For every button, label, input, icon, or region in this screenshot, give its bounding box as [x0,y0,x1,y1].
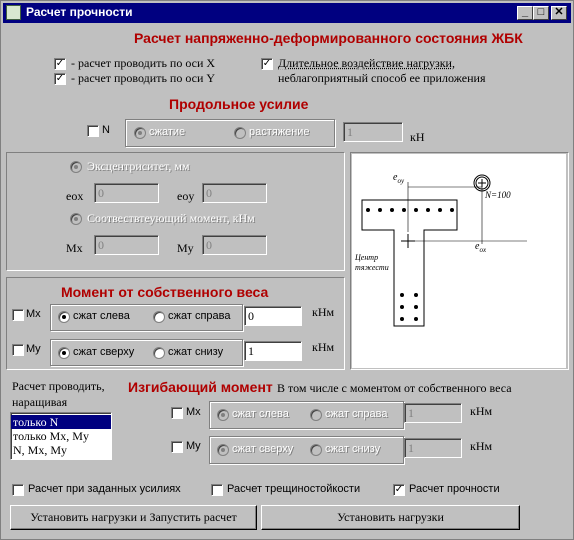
bend-left-label: сжат слева [232,408,289,420]
tension-radio[interactable] [234,127,246,139]
eox-input[interactable]: 0 [94,183,159,203]
calc-by-label: Расчет проводить, [12,379,105,393]
self-bottom-label: сжат снизу [168,346,224,358]
app-icon [6,5,21,20]
eccentricity-label: Эксцентриситет, мм [87,159,190,173]
eoy-label: eoy [177,189,195,203]
set-and-run-button[interactable]: Установить нагрузки и Запустить расчет [10,505,257,530]
my-input[interactable]: 0 [202,235,267,255]
bend-mx-input[interactable]: 1 [404,403,462,423]
diagram-center-label: Центр [355,253,379,262]
moment-radio[interactable] [70,213,82,225]
axis-x-checkbox[interactable]: ✓ [55,58,65,69]
long-load-checkbox[interactable]: ✓ [262,58,272,69]
bend-my-checkbox[interactable] [171,441,183,453]
calc-by-label-2: наращивая [12,395,68,409]
compression-label: сжатие [149,126,186,138]
crack-checkbox[interactable] [211,484,223,496]
minimize-button[interactable]: _ [517,6,533,20]
self-right-label: сжат справа [168,310,231,322]
self-weight-title: Момент от собственного веса [61,284,269,300]
eoy-input[interactable]: 0 [202,183,267,203]
bending-subtitle: В том числе с моментом от собственного веса [277,381,512,395]
axis-y-label: - расчет проводить по оси Y [71,71,216,85]
bend-mx-label: Mx [186,406,201,418]
bend-left-radio[interactable] [217,409,229,421]
title-bar [3,3,571,23]
list-item[interactable]: только N [11,415,111,429]
diagram-n-label: N=100 [485,190,511,200]
bend-top-label: сжат сверху [232,443,294,455]
bend-bottom-radio[interactable] [310,444,322,456]
compression-radio[interactable] [134,127,146,139]
bending-title: Изгибающий момент [128,379,273,395]
given-forces-checkbox[interactable] [12,484,24,496]
n-unit: кН [410,130,425,144]
maximize-button[interactable]: □ [533,6,549,20]
bend-my-label: My [186,440,201,452]
crack-label: Расчет трещиностойкости [227,483,361,495]
eox-label: eox [66,189,84,203]
page-title: Расчет напряженно-деформированного состояния ЖБК [134,30,523,46]
self-top-label: сжат сверху [73,346,135,358]
self-right-radio[interactable] [153,311,165,323]
given-forces-label: Расчет при заданных усилиях [28,483,181,495]
diagram-center-label-2: тяжести [355,263,389,272]
moment-label: Соотвествтеующий момент, кНм [87,211,255,225]
diagram-eox-label: $e_{ox}$ [475,241,487,254]
strength-checkbox[interactable]: ✓ [394,484,404,495]
window-title: Расчет прочности [26,5,133,19]
list-item[interactable]: только Mx, My [13,429,89,443]
self-my-checkbox[interactable] [12,344,24,356]
self-mx-unit: кНм [312,305,335,319]
bend-bottom-label: сжат снизу [325,443,381,455]
list-item[interactable]: N, Mx, My [13,443,68,457]
axis-x-label: - расчет проводить по оси X [71,56,216,70]
long-load-label: Длительное воздействие нагрузки, [278,56,455,70]
strength-label: Расчет прочности [409,483,500,495]
mx-input[interactable]: 0 [94,235,159,255]
n-label: N [102,124,110,136]
self-left-label: сжат слева [73,310,130,322]
bend-my-unit: кНм [470,439,493,453]
bend-mx-checkbox[interactable] [171,407,183,419]
mx-label: Mx [66,241,83,255]
bend-mx-unit: кНм [470,404,493,418]
long-load-label-2: неблагоприятный способ ее приложения [278,71,486,85]
self-mx-checkbox[interactable] [12,309,24,321]
set-loads-button[interactable]: Установить нагрузки [261,505,520,530]
bend-right-radio[interactable] [310,409,322,421]
tension-label: растяжение [249,126,310,138]
calc-by-listbox[interactable] [10,412,112,460]
longitudinal-title: Продольное усилие [169,96,309,112]
bend-top-radio[interactable] [217,444,229,456]
eccentricity-radio[interactable] [70,161,82,173]
bend-my-input[interactable]: 1 [404,438,462,458]
section-diagram [352,154,566,368]
diagram-eoy-label: $e_{oy}$ [393,172,405,185]
self-left-radio[interactable] [58,311,70,323]
self-my-input[interactable]: 1 [244,341,302,361]
self-bottom-radio[interactable] [153,347,165,359]
axis-y-checkbox[interactable]: ✓ [55,73,65,84]
n-value-input[interactable]: 1 [343,122,403,142]
self-mx-input[interactable]: 0 [244,306,302,326]
self-my-label: My [26,343,41,355]
n-checkbox[interactable] [87,125,99,137]
self-my-unit: кНм [312,340,335,354]
my-label: My [177,241,194,255]
close-button[interactable]: ✕ [551,6,567,20]
self-top-radio[interactable] [58,347,70,359]
bend-right-label: сжат справа [325,408,388,420]
self-mx-label: Mx [26,308,41,320]
